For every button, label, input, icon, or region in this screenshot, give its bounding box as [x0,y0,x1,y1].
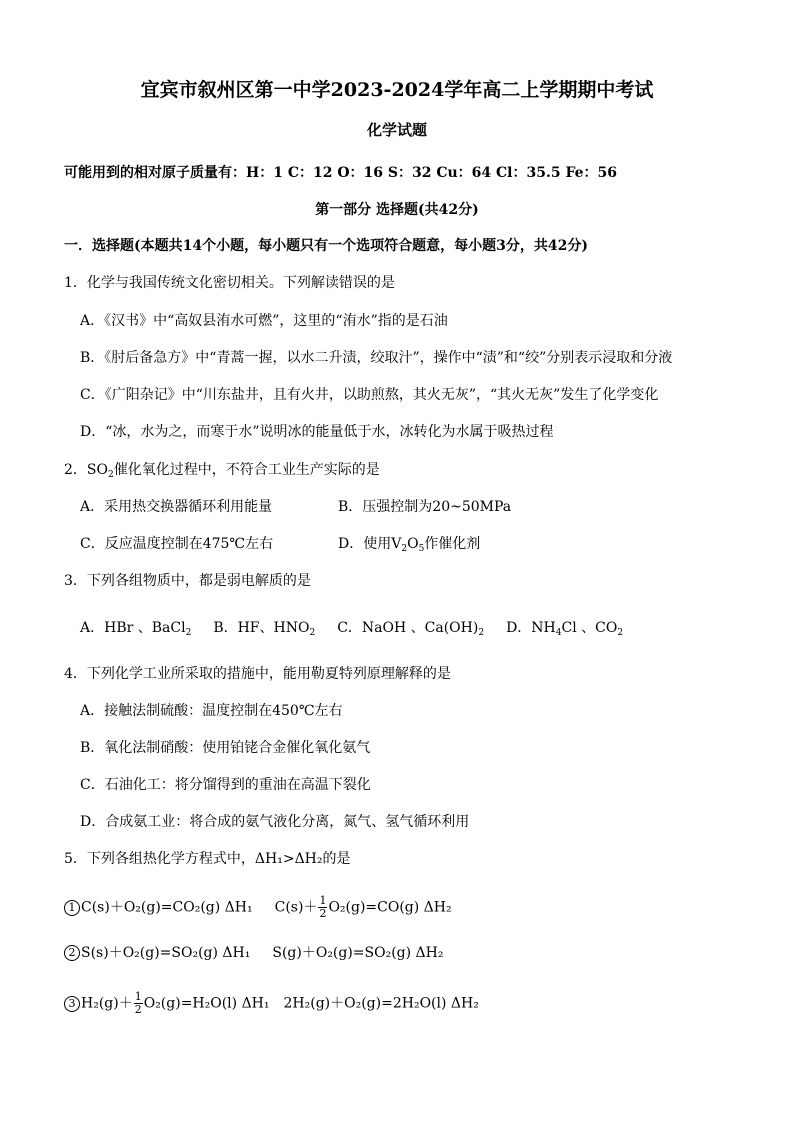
q2-d-sub1: 2 [401,544,408,554]
q2-stem [64,460,380,485]
q2-option-a: A．采用热交换器循环利用能量 [80,499,273,515]
q2-d-mid: O [407,536,419,552]
q2-stem-sub: 2 [107,470,114,480]
q3-d-text: D．NH [506,620,556,636]
q3-b-sub: 2 [309,628,316,638]
section-heading: 一．选择题(本题共14个小题，每小题只有一个选项符合题意，每小题3分，共42分) [64,238,588,254]
q1-option-a: A．《汉书》中“高奴县洧水可燃”，这里的“洧水”指的是石油 [80,313,448,329]
q5-item3-eq1-pre: H₂(g)＋ [81,995,133,1012]
q3-d-sub2: 2 [617,628,624,638]
q2-d-sub2: 5 [418,544,425,554]
q3-option-d [506,618,623,643]
q3-option-a [80,618,191,643]
q4-option-c: C．石油化工：将分馏得到的重油在高温下裂化 [80,777,371,793]
q5-item-1 [64,895,452,920]
q5-item-3 [64,991,479,1016]
q5-stem: 5．下列各组热化学方程式中，ΔH₁>ΔH₂的是 [64,851,351,867]
q2-d-pre: D．使用V [338,536,402,552]
atomic-masses: 可能用到的相对原子质量有：H：1 C：12 O：16 S：32 Cu：64 Cl：35.5 Fe：56 [64,165,618,181]
circled-number-3: 3 [64,996,80,1012]
q5-item-2 [64,943,444,963]
q4-option-b: B．氧化法制硝酸：使用铂铑合金催化氧化氨气 [80,740,371,756]
q4-stem: 4．下列化学工业所采取的措施中，能用勒夏特列原理解释的是 [64,666,451,682]
q3-a-text: A．HBr 、BaCl [80,620,186,636]
q3-d-post: Cl 、CO [561,620,618,636]
q2-option-d [338,534,480,559]
q2-stem-post: 催化氧化过程中，不符合工业生产实际的是 [113,462,380,478]
q4-option-d: D．合成氨工业：将合成的氨气液化分离，氮气、氢气循环利用 [80,814,470,830]
exam-subtitle: 化学试题 [366,121,427,139]
q5-item1-eq2-pre: C(s)＋ [274,899,318,916]
q2-stem-pre: 2．SO [64,462,108,478]
q3-d-sub: 4 [555,628,562,638]
exam-title: 宜宾市叙州区第一中学2023-2024学年高二上学期期中考试 [140,79,654,101]
q2-option-b: B．压强控制为20~50MPa [338,499,512,515]
circled-number-2: 2 [64,945,80,961]
q1-option-b: B．《肘后备急方》中“青蒿一握，以水二升渍，绞取汁”，操作中“渍”和“绞”分别表示浸取和分液 [80,350,673,366]
q3-option-c [337,618,484,643]
q5-item2-eq2: S(g)＋O₂(g)=SO₂(g) ΔH₂ [272,945,444,961]
q5-item1-eq2-post: O₂(g)=CO(g) ΔH₂ [328,899,452,916]
q3-c-sub: 2 [478,628,485,638]
fraction-one-half [318,895,327,920]
q3-option-b [213,618,315,643]
frac-num: 1 [319,894,327,907]
q3-stem: 3．下列各组物质中，都是弱电解质的是 [64,573,311,589]
fraction-one-half [134,991,143,1016]
q2-option-c: C．反应温度控制在475℃左右 [80,536,274,552]
frac-den: 2 [319,907,327,920]
q3-b-text: B．HF、HNO [213,620,310,636]
q2-d-post: 作催化剂 [424,536,481,552]
q1-option-d: D．“冰，水为之，而寒于水”说明冰的能量低于水，冰转化为水属于吸热过程 [80,424,554,440]
circled-number-1: 1 [64,900,80,916]
q1-stem: 1．化学与我国传统文化密切相关。下列解读错误的是 [64,275,395,291]
q3-c-paren: (OH) [443,620,479,636]
q3-c-text: C．NaOH 、Ca [337,620,444,636]
q3-a-sub: 2 [185,628,192,638]
q5-item3-eq1-post: O₂(g)=H₂O(l) ΔH₁ [143,995,270,1012]
q5-item2-eq1: S(s)＋O₂(g)=SO₂(g) ΔH₁ [81,945,251,961]
part-heading: 第一部分 选择题(共42分) [315,202,479,218]
q3-options [80,618,623,643]
q1-option-c: C．《广阳杂记》中“川东盐井，且有火井，以助煎熬，其火无灰”，“其火无灰”发生了化学变化 [80,387,659,403]
q4-option-a: A．接触法制硫酸：温度控制在450℃左右 [80,703,343,719]
frac-num: 1 [134,990,142,1003]
q5-item1-eq1: C(s)＋O₂(g)=CO₂(g) ΔH₁ [81,899,253,916]
frac-den: 2 [134,1003,142,1016]
q5-item3-eq2: 2H₂(g)＋O₂(g)=2H₂O(l) ΔH₂ [283,995,479,1012]
